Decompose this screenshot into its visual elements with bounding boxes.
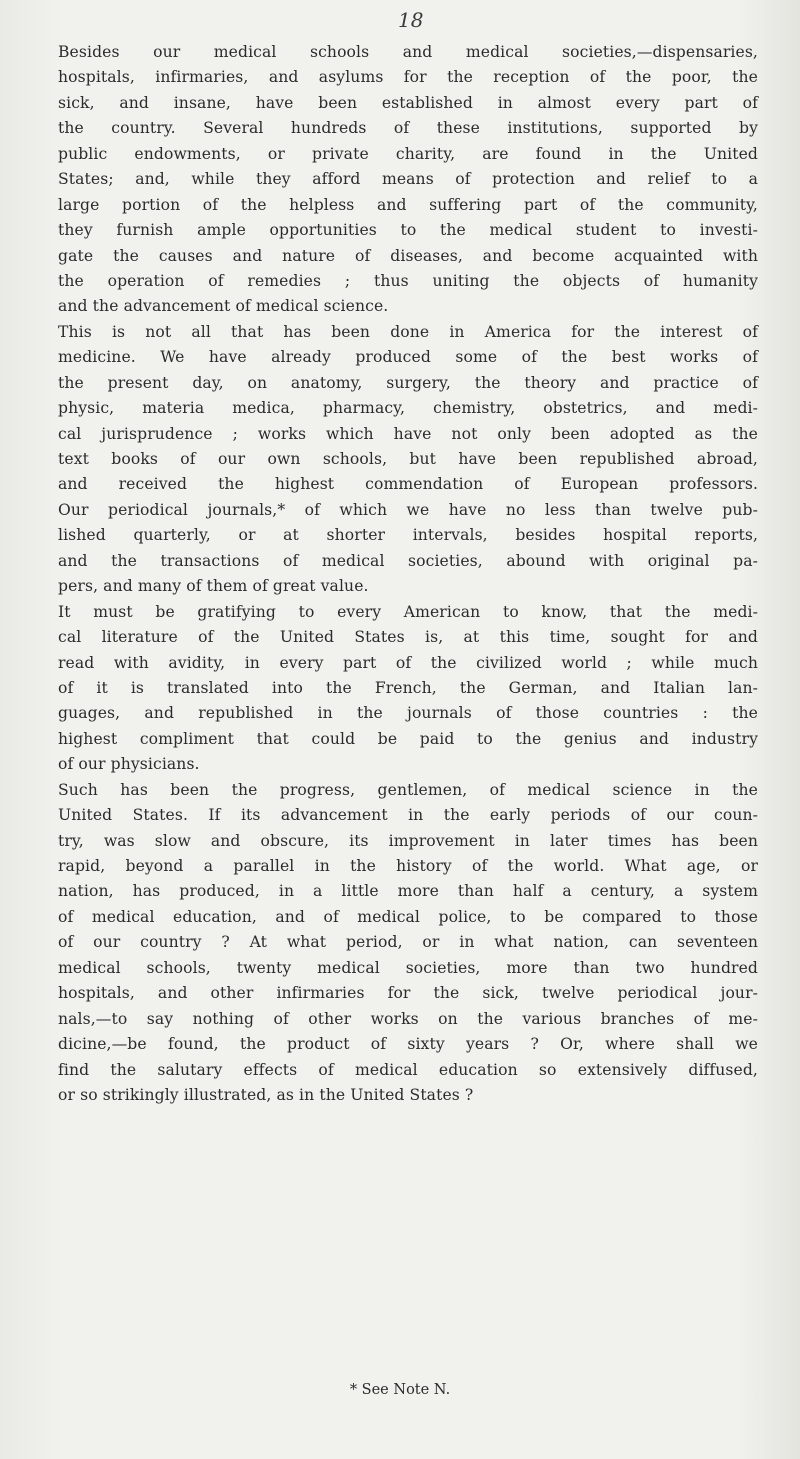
text-line: lished quarterly, or at shorter intervals, besides hospital reports, — [58, 526, 758, 545]
text-line: of our physicians. — [58, 755, 200, 774]
text-line: the country. Several hundreds of these institutions, supported by — [58, 119, 758, 138]
text-line: read with avidity, in every part of the civilized world ; while much — [58, 653, 758, 672]
text-line: It must be gratifying to every American to know, that the medi- — [58, 602, 758, 621]
text-line: of our country ? At what period, or in what nation, can seventeen — [58, 933, 758, 952]
text-line: highest compliment that could be paid to the genius and industry — [58, 729, 758, 748]
text-line: physic, materia medica, pharmacy, chemistry, obstetrics, and medi- — [58, 399, 758, 418]
text-line: try, was slow and obscure, its improvement in later times has been — [58, 831, 758, 850]
text-line: rapid, beyond a parallel in the history of the world. What age, or — [58, 857, 758, 875]
text-line: cal jurisprudence ; works which have not only been adopted as the — [58, 424, 758, 443]
text-line: cal literature of the United States is, at this time, sought for and — [58, 628, 758, 647]
text-line: This is not all that has been done in America for the interest of — [58, 322, 758, 341]
text-line: of it is translated into the French, the German, and Italian lan- — [58, 678, 758, 697]
text-line: sick, and insane, have been established in almost every part of — [58, 93, 758, 112]
text-line: the present day, on anatomy, surgery, the theory and practice of — [58, 373, 758, 392]
text-line: large portion of the helpless and suffering part of the community, — [58, 195, 758, 214]
text-line: nals,—to say nothing of other works on the various branches of me- — [58, 1009, 758, 1028]
text-line: United States. If its advancement in the early periods of our coun- — [58, 806, 758, 825]
text-line: find the salutary effects of medical education so extensively diffused, — [58, 1060, 758, 1079]
text-line: Besides our medical schools and medical societies,—dispensaries, — [58, 43, 758, 61]
text-line: pers, and many of them of great value. — [58, 577, 369, 596]
body-text — [58, 40, 758, 1108]
text-line: the operation of remedies ; thus uniting the objects of humanity — [58, 271, 758, 290]
text-line: States; and, while they afford means of protection and relief to a — [58, 170, 758, 189]
text-line: guages, and republished in the journals of those countries : the — [58, 704, 758, 723]
text-line: of medical education, and of medical police, to be compared to those — [58, 907, 758, 926]
text-line: gate the causes and nature of diseases, and become acquainted with — [58, 246, 758, 265]
text-line: Such has been the progress, gentlemen, of medical science in the — [58, 780, 758, 799]
text-line: text books of our own schools, but have been republished abroad, — [58, 450, 758, 468]
text-line: public endowments, or private charity, are found in the United — [58, 144, 758, 163]
text-line: or so strikingly illustrated, as in the United States ? — [58, 1085, 474, 1104]
text-line: nation, has produced, in a little more than half a century, a system — [58, 882, 758, 901]
text-line: medical schools, twenty medical societies, more than two hundred — [58, 958, 758, 977]
text-line: hospitals, and other infirmaries for the sick, twelve periodical jour- — [58, 984, 758, 1003]
text-line: dicine,—be found, the product of sixty years ? Or, where shall we — [58, 1035, 758, 1054]
text-line: and the advancement of medical science. — [58, 297, 389, 316]
text-line: and received the highest commendation of European professors. — [58, 475, 758, 494]
text-line: hospitals, infirmaries, and asylums for the reception of the poor, the — [58, 68, 758, 87]
text-line: Our periodical journals,* of which we have no less than twelve pub- — [58, 500, 758, 519]
text-line: and the transactions of medical societies, abound with original pa- — [58, 551, 758, 570]
footnote: * See Note N. — [349, 1382, 451, 1398]
text-line: medicine. We have already produced some of the best works of — [58, 348, 758, 367]
page-number: 18 — [398, 8, 424, 32]
text-line: they furnish ample opportunities to the medical student to investi- — [58, 221, 758, 240]
